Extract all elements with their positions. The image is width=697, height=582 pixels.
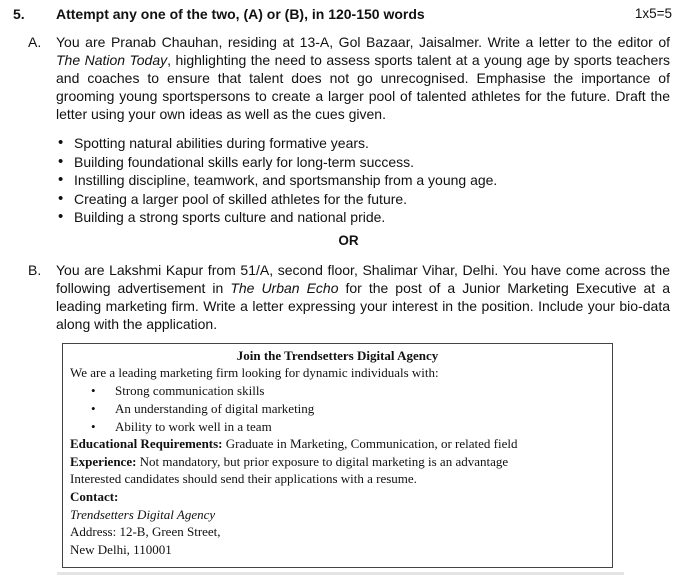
cue-list: [56, 134, 497, 227]
option-b-label: B.: [28, 262, 42, 278]
cue-item: • Spotting natural abilities during formative years.: [56, 134, 497, 153]
advertisement-box: [62, 343, 613, 568]
ad-skill-item: • An understanding of digital marketing: [91, 401, 314, 417]
question-header: [0, 4, 697, 24]
option-b-prompt-end: for the post of a Junior Marketing Executive at a leading marketing firm. Write a letter expressing your interest in the position. Include your bio-data along with the application.: [56, 280, 670, 332]
ad-address-line2: New Delhi, 110001: [70, 542, 172, 557]
cue-item: • Building foundational skills early for long-term success.: [56, 153, 497, 172]
option-b-prompt-start: You are Lakshmi Kapur from 51/A, second floor, Shalimar Vihar, Delhi. You have come across the following advertisement in: [56, 262, 670, 296]
ad-intro: We are a leading marketing firm looking for dynamic individuals with:: [70, 365, 439, 380]
ad-contact-name: Trendsetters Digital Agency: [70, 507, 216, 522]
question-marks: 1x5=5: [634, 6, 672, 21]
ad-instruction: Interested candidates should send their applications with a resume.: [70, 471, 417, 486]
ad-address-line1: Address: 12-B, Green Street,: [70, 524, 221, 539]
option-a-prompt-end: , highlighting the need to assess sports talent at a young age by sports teachers and coaches to ensure that talent does not go unrecognised. Emphasise the importance of grooming young sportspersons to create a larger pool of talented athletes for the future. Draft the letter using your own ideas as well as the cues given.: [56, 52, 670, 122]
ad-skill-item: • Strong communication skills: [91, 383, 265, 399]
option-a-prompt-start: You are Pranab Chauhan, residing at 13-A, Gol Bazaar, Jaisalmer. Write a letter to the editor of: [56, 34, 670, 50]
ad-education: [70, 436, 517, 452]
ad-title: Join the Trendsetters Digital Agency: [236, 348, 439, 363]
ad-experience-label: Experience:: [70, 454, 137, 469]
newspaper-name-b: The Urban Echo: [230, 280, 339, 296]
question-number: 5.: [13, 6, 25, 22]
option-a-label: A.: [28, 34, 42, 50]
cue-item: • Instilling discipline, teamwork, and sportsmanship from a young age.: [56, 171, 497, 190]
or-divider: OR: [338, 233, 359, 248]
ad-education-text: Graduate in Marketing, Communication, or related field: [222, 436, 518, 451]
ad-contact-label: Contact:: [70, 489, 119, 504]
option-a-prompt: [56, 33, 670, 123]
ad-experience: [70, 454, 508, 470]
cue-item: • Creating a larger pool of skilled athletes for the future.: [56, 190, 497, 209]
question-title: Attempt any one of the two, (A) or (B), in 120-150 words: [56, 6, 425, 22]
cue-item: • Building a strong sports culture and national pride.: [56, 208, 497, 227]
ad-experience-text: Not mandatory, but prior exposure to digital marketing is an advantage: [136, 454, 509, 469]
newspaper-name-a: The Nation Today: [56, 52, 168, 68]
ad-education-label: Educational Requirements:: [70, 436, 223, 451]
ad-skill-item: • Ability to work well in a team: [91, 419, 272, 435]
page-divider: [57, 572, 624, 575]
option-b-prompt: [56, 261, 670, 333]
